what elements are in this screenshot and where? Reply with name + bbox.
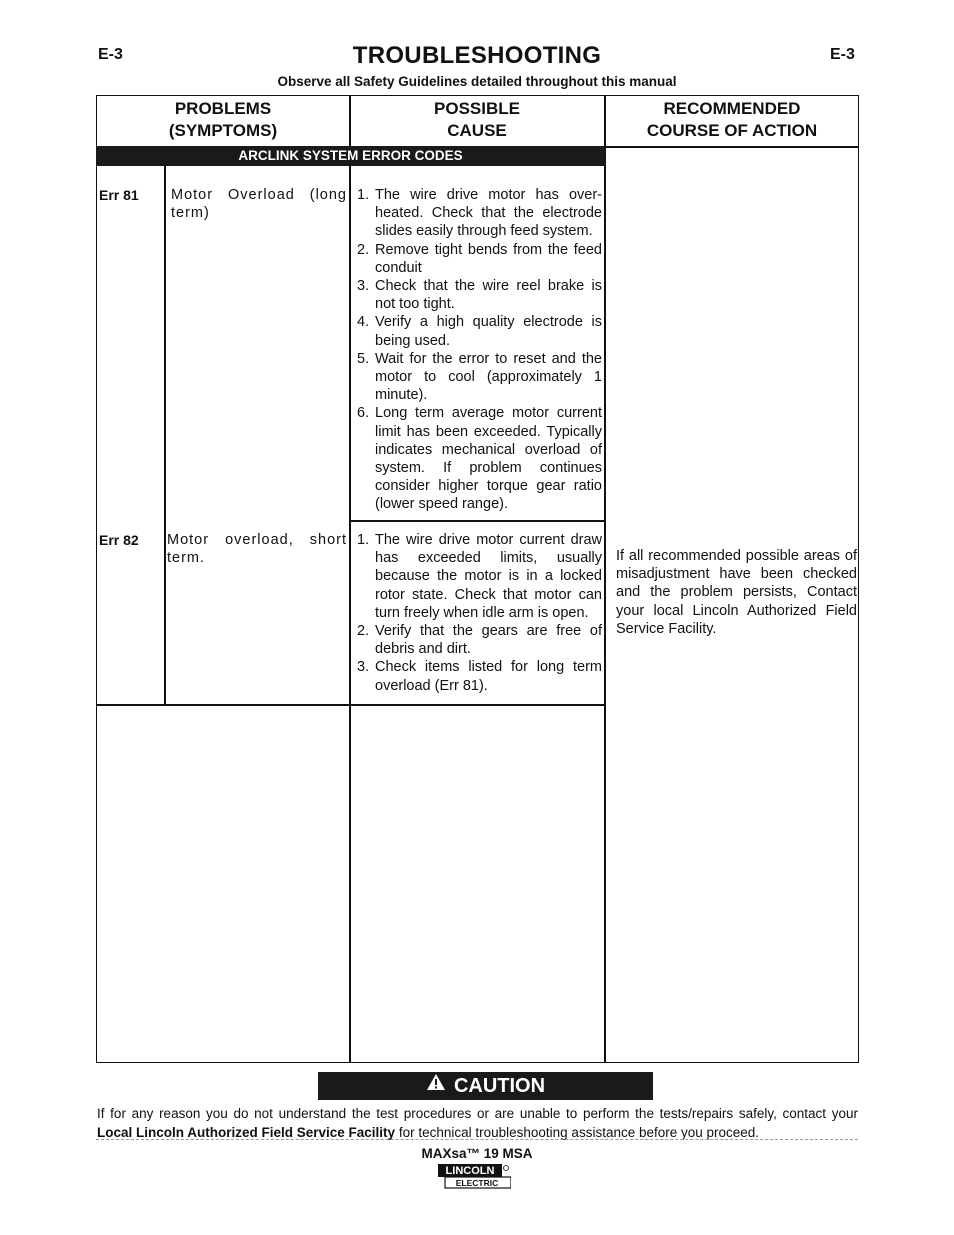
cause-number: 2. bbox=[357, 623, 370, 640]
header-action-line1: RECOMMENDED bbox=[663, 99, 801, 118]
logo-bottom-text: ELECTRIC bbox=[455, 1178, 499, 1188]
page-title: TROUBLESHOOTING bbox=[352, 42, 602, 69]
symptom-err82: Motor overload, short term. bbox=[167, 532, 347, 566]
cause-item bbox=[357, 350, 602, 405]
caution-text-part1: If for any reason you do not understand the test procedures or are unable to perform the tests/repairs safely, contact your bbox=[97, 1106, 858, 1121]
header-problems-line1: PROBLEMS bbox=[174, 99, 272, 118]
caution-text-part2: for technical troubleshooting assistance before you proceed. bbox=[398, 1125, 760, 1140]
caution-text-bold: Local Lincoln Authorized Field Service Facility bbox=[97, 1125, 396, 1140]
page-number-left: E-3 bbox=[98, 46, 123, 63]
section-label-bar: ARCLINK SYSTEM ERROR CODES bbox=[96, 146, 605, 166]
cause-number: 3. bbox=[357, 659, 370, 676]
cause-number: 1. bbox=[357, 187, 370, 203]
cause-text: Verify a high quality electrode is being used. bbox=[375, 314, 602, 349]
rows-end-rule bbox=[96, 704, 605, 706]
column-divider-1 bbox=[349, 96, 351, 1062]
header-problems-line2: (SYMPTOMS) bbox=[168, 121, 278, 140]
cause-item bbox=[357, 241, 602, 277]
footer-divider bbox=[96, 1139, 858, 1140]
header-action bbox=[606, 98, 858, 142]
cause-list-err81 bbox=[357, 186, 602, 514]
warning-triangle-icon bbox=[426, 1071, 446, 1099]
cause-text: The wire drive motor has over-heated. Check that the electrode slides easily through feed system. bbox=[375, 187, 602, 240]
header-cause bbox=[352, 98, 602, 142]
cause-text: Remove tight bends from the feed conduit bbox=[375, 241, 602, 276]
header-cause-line1: POSSIBLE bbox=[434, 99, 520, 118]
cause-text: Check items listed for long term overload (Err 81). bbox=[375, 659, 602, 694]
cause-item bbox=[357, 531, 602, 622]
cause-number: 2. bbox=[357, 241, 370, 258]
page-number-right: E-3 bbox=[830, 46, 855, 63]
cause-item bbox=[357, 622, 602, 658]
cause-item bbox=[357, 313, 602, 349]
cause-text: Verify that the gears are free of debris and dirt. bbox=[375, 623, 602, 658]
caution-text bbox=[97, 1104, 858, 1142]
cause-text: The wire drive motor current draw has exceeded limits, usually because the motor is in a locked rotor state. Check that motor can turn freely when idle arm is open. bbox=[375, 532, 602, 621]
cause-item bbox=[357, 277, 602, 313]
cause-number: 1. bbox=[357, 532, 370, 548]
code-column-divider bbox=[164, 166, 166, 705]
safety-subtitle: Observe all Safety Guidelines detailed throughout this manual bbox=[277, 74, 677, 89]
cause-text: Long term average motor current limit has been exceeded. Typically indicates mechanical overload of system. If problem continues consider higher torque gear ratio (lower speed range). bbox=[375, 405, 602, 513]
header-action-line2: COURSE OF ACTION bbox=[646, 121, 818, 140]
symptom-err81: Motor Overload (long term) bbox=[171, 187, 347, 221]
caution-banner bbox=[318, 1072, 653, 1100]
cause-number: 4. bbox=[357, 314, 370, 331]
column-divider-2 bbox=[604, 96, 606, 1062]
cause-number: 5. bbox=[357, 350, 370, 367]
logo-top-text: LINCOLN bbox=[445, 1165, 495, 1177]
header-problems bbox=[98, 98, 348, 142]
error-code-err82: Err 82 bbox=[99, 532, 139, 548]
error-code-err81: Err 81 bbox=[99, 187, 139, 203]
cause-item bbox=[357, 186, 602, 241]
cause-list-err82 bbox=[357, 531, 602, 695]
cause-text: Check that the wire reel brake is not too tight. bbox=[375, 278, 602, 313]
model-name: MAXsa™ 19 MSA bbox=[421, 1146, 533, 1161]
cause-number: 6. bbox=[357, 405, 370, 422]
cause-item bbox=[357, 658, 602, 694]
cause-text: Wait for the error to reset and the motor to cool (approximately 1 minute). bbox=[375, 350, 602, 404]
cause-row-rule bbox=[350, 520, 605, 522]
recommended-action: If all recommended possible areas of misadjustment have been checked and the problem persists, Contact your local Lincoln Authorized Field Service Facility. bbox=[616, 548, 857, 637]
cause-item bbox=[357, 404, 602, 513]
cause-number: 3. bbox=[357, 278, 370, 295]
lincoln-electric-logo bbox=[437, 1163, 511, 1189]
caution-label: CAUTION bbox=[453, 1075, 546, 1097]
header-cause-line2: CAUSE bbox=[447, 121, 507, 140]
